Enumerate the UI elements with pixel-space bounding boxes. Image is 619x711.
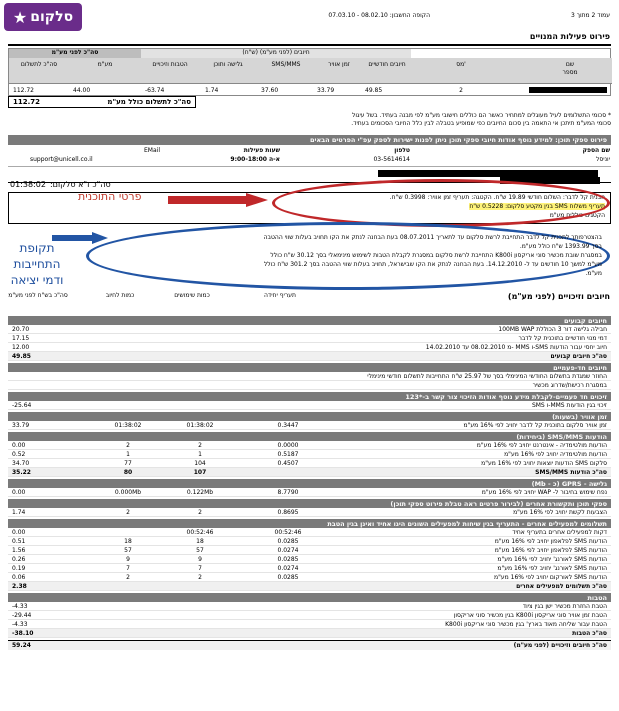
charge-desc: הטבת זמן אוויר סוני אריקסון K800i בגין מכשיר סוני אריקסון	[453, 611, 607, 619]
charge-total: 0.51	[12, 537, 26, 545]
charge-uses: 2	[198, 441, 202, 449]
charge-total: 34.70	[12, 459, 30, 467]
subtotal-row	[8, 629, 611, 638]
charges-col-qty: כמות לחיוב	[105, 292, 135, 299]
charge-unit-price: 0.0000	[277, 441, 299, 449]
total-with-vat-box: 112.72 סה"כ לתשלום כולל מע"מ	[8, 96, 196, 108]
grand-total-value: 59.24	[12, 642, 31, 649]
charge-uses: 18	[196, 537, 204, 545]
charge-uses: 01:38:02	[186, 421, 214, 429]
charge-total: 17.15	[12, 334, 30, 342]
provider-h-name: שם הספק	[582, 147, 610, 154]
commit-line-4: מע"מ למשך 10 חודשים עד ל- 14.12.2010. בעת הבחנה לנתק את הקו שבישראל, תחויב בעלות שווי ההטבה בסך 301.2 ש"ח כולל	[263, 261, 602, 268]
red-arrow-icon	[168, 193, 250, 205]
provider-h-hours: שעות פעילות	[243, 147, 280, 154]
col-num: מס'	[456, 61, 466, 68]
commit-line-1: בהצטרפותך לתכנית קל לדבר התחייבת לרשת סלקום עד לתאריך 08.07.2011 בעת הבחנה לנתק את הקו תחויב בעלות שווי ההטבה	[263, 234, 602, 241]
col-monthly: חיובים חודשיים	[368, 61, 406, 68]
provider-name: יוניסל	[595, 156, 610, 163]
plan-line-1: הבנית קל לדבר: השלום חודשי 19.89 ש"ח. הקטגה: תעריף זמן אוויר: 0.3998 ש"ח.	[389, 194, 605, 201]
subtotal-row	[8, 582, 611, 591]
charge-total: 1.74	[12, 508, 26, 516]
divider	[8, 44, 611, 46]
provider-h-phone: טלפון	[394, 147, 410, 154]
col-sms: SMS/MMS	[271, 61, 301, 68]
col-number: מספר	[562, 69, 578, 76]
charge-row	[8, 602, 611, 611]
charge-desc: הודעות SMS לפלאפון יחויב לפי 16% מע"מ	[494, 546, 607, 554]
charges-col-unit: תעריף יחידה	[264, 292, 296, 299]
red-oval	[272, 179, 610, 227]
provider-bar: פירוט ספקי תוכן: למידע נוסף אודות חיובי ספקי תוכן ניתן לפנות ישירות לספק עפ"י הפרטים הבאים	[8, 135, 611, 145]
redacted-number	[529, 87, 607, 93]
col-name: שם	[565, 61, 575, 68]
charge-qty: 01:38:02	[114, 421, 142, 429]
charge-total: 0.26	[12, 555, 26, 563]
col-vat: מע"מ	[97, 61, 113, 68]
col-airtime: זמן אוויר	[328, 61, 350, 68]
charge-total: 0.06	[12, 573, 26, 581]
charge-desc: סה"כ הודעות SMS/MMS	[535, 468, 607, 476]
charge-uses: 0.122Mb	[186, 488, 214, 496]
section-header: תשלומים למפעילים אחרים - התעריף בגין שיחות למפעילים השונים היגו אחיד ואינן בגין הטבת	[8, 519, 611, 528]
charge-row	[8, 555, 611, 564]
charge-row	[8, 334, 611, 343]
col-total: סה"כ לתשלום	[20, 61, 58, 68]
charge-row	[8, 325, 611, 334]
row-credits: -63.74	[145, 87, 165, 94]
charge-uses: 57	[196, 546, 204, 554]
grand-total-row	[8, 640, 611, 650]
charge-desc: הודעות מולטימדיה יחויב לפי 16% מע"מ	[504, 450, 607, 458]
charge-qty: 77	[124, 459, 132, 467]
charge-total: 0.00	[12, 488, 26, 496]
charge-uses: 9	[198, 555, 202, 563]
note-line-1: * סכומי התשלומים לעיל מעוגלים למתחיר כאשר הם כוללים חישובי מע"מ לפי מבנה בעתיד. בשל עיגול	[351, 112, 611, 119]
note-line-2: סכומי המע"מ תיתכן אי התאמה בין סכום החיובים כפי שמופיע בטבלה לבין כלל החיובי הסכומים בעתיד.	[351, 120, 611, 127]
charge-row	[8, 528, 611, 537]
charge-unit-price: 0.0285	[277, 573, 299, 581]
charge-row	[8, 611, 611, 620]
summary-table	[8, 48, 611, 96]
charge-desc: הודעות SMS לאורנג' יחויב לפי 16% מע"מ	[497, 555, 607, 563]
charge-total: 35.22	[12, 468, 31, 476]
charge-qty: 2	[126, 573, 130, 581]
charge-desc: הודעות מולטימדיה - אינטרנט יחויב לפי 16% מע"מ	[476, 441, 607, 449]
charge-desc: הטבת עבור שליחה מאוד בארץ' בגין מכשיר סוני אריקסון K800i	[445, 620, 607, 628]
charge-row	[8, 381, 611, 390]
charge-qty: 1	[126, 450, 130, 458]
charges-table	[8, 314, 611, 650]
charge-unit-price: 0.0274	[277, 546, 299, 554]
charge-desc: דקות למפעילים אחרים בתעריף אחיד	[512, 528, 607, 536]
section-header: ספקי תוכן ותקשורת אחרים (לבירור פרטים ראה טבלת פירוט ספקי תוכן)	[8, 499, 611, 508]
section-header: זיכוים חד פעמיים-לקבלת מידע נוסף אודות הזיכוי צור קשר ב-*123	[8, 392, 611, 401]
section-header: הטבות	[8, 593, 611, 602]
charge-total: -29.44	[12, 611, 32, 619]
charge-row	[8, 488, 611, 497]
charges-col-uses: כמות שימושים	[174, 292, 210, 299]
charge-desc: הצבעות לקשת יחויב לפי 16% מע"מ	[513, 508, 607, 516]
charge-unit-price: 0.8695	[277, 508, 299, 516]
charge-qty: 18	[124, 537, 132, 545]
redacted-line	[378, 170, 598, 177]
charge-total: 12.00	[12, 343, 30, 351]
page-title: פירוט פעילות המנויים	[529, 32, 610, 41]
section-header: חיובים קבועים	[8, 316, 611, 325]
commit-line-2: בסך 1393.99 ש"ח כולל מע"מ.	[519, 243, 602, 250]
charge-desc: זמן אוויר סלקום בתוכנית קל לדבר יחויב לפי 16% מע"מ	[463, 421, 607, 429]
charge-row	[8, 441, 611, 450]
summary-group-left: סה"כ לפני מע"מ	[9, 49, 141, 58]
charge-row	[8, 573, 611, 582]
charge-total: -25.64	[12, 401, 32, 409]
charge-qty: 9	[126, 555, 130, 563]
charge-total: 0.19	[12, 564, 26, 572]
charge-row	[8, 421, 611, 430]
section-header: זמן אוויר (בשעות)	[8, 412, 611, 421]
charge-total: 0.00	[12, 441, 26, 449]
charge-desc: נפח שימוש בחיבור ל- WAP יחויב לפי 16% מע"מ	[481, 488, 607, 496]
charge-uses: 7	[198, 564, 202, 572]
charge-row	[8, 620, 611, 629]
charge-desc: דמי מנוי חודשיים בתוכנית קל לדבר	[518, 334, 607, 342]
charge-desc: סה"כ תשלומים למפעילים אחרים	[516, 582, 607, 590]
charge-desc: סה"כ חיובים קבועים	[550, 352, 607, 360]
annotation-plan: פרטי התוכנית	[78, 190, 142, 203]
summary-group-mid: חיובים (לפני מע"מ) (ש"ח)	[141, 49, 411, 58]
charge-row	[8, 564, 611, 573]
charge-total: 33.79	[12, 421, 30, 429]
charge-total: 2.38	[12, 582, 27, 590]
charge-total: 49.85	[12, 352, 31, 360]
charge-qty: 0.000Mb	[114, 488, 142, 496]
section-header: גלישה - GPRS (כ - Mb)	[8, 479, 611, 488]
row-vat: 44.00	[73, 87, 91, 94]
charge-uses: 00:52:46	[186, 528, 214, 536]
charge-row	[8, 537, 611, 546]
provider-h-email: EMail	[144, 147, 160, 154]
row-num: 2	[459, 87, 463, 94]
subtotal-row	[8, 468, 611, 477]
charge-qty: 57	[124, 546, 132, 554]
charge-total: 0.52	[12, 450, 26, 458]
charge-unit-price: 0.3447	[277, 421, 299, 429]
charge-total: -4.33	[12, 620, 28, 628]
charge-unit-price: 8.7790	[277, 488, 299, 496]
charge-desc: הודעות SMS לאורקום יחויב לפי 16% מע"מ	[494, 573, 607, 581]
annotation-commitment: תקופת התחייבות ודמי יציאה	[10, 241, 64, 287]
charge-total: 20.70	[12, 325, 30, 333]
charge-unit-price: 0.4507	[277, 459, 299, 467]
charge-desc: הודעות SMS לאורנג' יחויב לפי 16% מע"מ	[497, 564, 607, 572]
charge-unit-price: 0.0285	[277, 537, 299, 545]
charge-desc: סה"כ הטבות	[572, 629, 607, 637]
charges-col-total: סה"כ בש"ח לפני מע"מ	[8, 292, 68, 299]
page-number: עמוד 2 מתוך 3	[570, 12, 610, 19]
charge-row	[8, 450, 611, 459]
charge-total: -38.10	[12, 629, 34, 637]
cellcom-logo: ★ סלקום	[4, 3, 82, 31]
charge-desc: במסגרת רכישת/שדרוג מכשיר	[532, 381, 607, 389]
charge-row	[8, 401, 611, 410]
row-total: 112.72	[13, 87, 34, 94]
charge-row	[8, 508, 611, 517]
star-icon: ★	[12, 7, 28, 27]
billing-period: הקופה החשבון: 08.02.10 - 07.03.10	[328, 12, 430, 19]
charge-qty: 2	[126, 441, 130, 449]
charge-unit-price: 00:52:46	[274, 528, 302, 536]
plan-line-2: תעריף משלוח SMS בנין מקטע סלקום: 0.5228 ש"ח	[469, 203, 605, 210]
charge-desc: הודעות SMS לפלאפון יחויב לפי 16% מע"מ	[494, 537, 607, 545]
subtotal-row	[8, 352, 611, 361]
charge-total: 1.56	[12, 546, 26, 554]
charge-row	[8, 459, 611, 468]
charge-uses: 2	[198, 508, 202, 516]
section-header: הודעות SMS/MMS (ביחידות)	[8, 432, 611, 441]
charge-row	[8, 343, 611, 352]
charge-qty: 80	[123, 468, 133, 476]
charge-desc: החוזר שמגדת בתשלום החודשי המינימלי בסך של 25.97 ש"ח התחייבות לתשלום חודשי מינימלי	[367, 372, 607, 380]
charge-row	[8, 546, 611, 555]
row-browse: 1.74	[205, 87, 219, 94]
commit-line-3: במסגרת שובת מכשיר סוני אריקסון K800i התחייבת לרשת סלקום במסגרת לקבלת הטבות לשימוש מינימאלי בסך 30.12 ש"ח כולל	[270, 252, 602, 259]
plan-line-3: הקטגים כוללים מע"מ	[549, 212, 605, 219]
charge-desc: סלקום SMS הודעות יוצאות יחויב לפי 16% מע"מ	[481, 459, 607, 467]
charge-total: 0.00	[12, 528, 26, 536]
charge-qty: 7	[126, 564, 130, 572]
charge-uses: 2	[198, 573, 202, 581]
charge-total: -4.33	[12, 602, 28, 610]
grand-total-label: סה"כ חיובים וזיכויים (לפני מע"מ)	[513, 642, 607, 649]
charge-desc: חיוב יחסי עבור הודעות SMS-ו MMS -מ 08.02.2010 עד 14.02.2010	[425, 343, 607, 351]
charge-desc: הטבת החזרת מכשיר ישן בגין ציוד	[522, 602, 607, 610]
charge-unit-price: 0.5187	[277, 450, 299, 458]
charge-row	[8, 372, 611, 381]
charges-title: חיובים וזיכויים (לפני מע"מ)	[507, 292, 610, 301]
charge-uses: 1	[198, 450, 202, 458]
charge-uses: 104	[194, 459, 206, 467]
col-credits: הטבות וזיכויים	[152, 61, 188, 68]
col-browse: גלישה ותוכן	[213, 61, 243, 68]
charge-uses: 107	[193, 468, 207, 476]
row-monthly: 49.85	[365, 87, 383, 94]
charge-qty: 2	[126, 508, 130, 516]
section-header: חיובים חד-פעמיים	[8, 363, 611, 372]
commit-line-5: מע"מ.	[585, 270, 602, 277]
row-airtime: 33.79	[317, 87, 335, 94]
charge-desc: חבילה גלישה דור 3 הכוללת 100MB WAP	[498, 325, 607, 333]
charge-unit-price: 0.0274	[277, 564, 299, 572]
provider-email[interactable]: support@unicell.co.il	[30, 156, 93, 163]
subscriber-total: סה"כ ז"א סלקום: 01:38:02	[10, 180, 111, 189]
charge-desc: זיכוי בגין הודעות MMS-ו SMS	[531, 401, 607, 409]
row-sms: 37.60	[261, 87, 279, 94]
charge-unit-price: 0.0285	[277, 555, 299, 563]
provider-phone: 03-5614614	[373, 156, 410, 163]
provider-hours: א-ה 9:00-18:00	[230, 156, 280, 163]
